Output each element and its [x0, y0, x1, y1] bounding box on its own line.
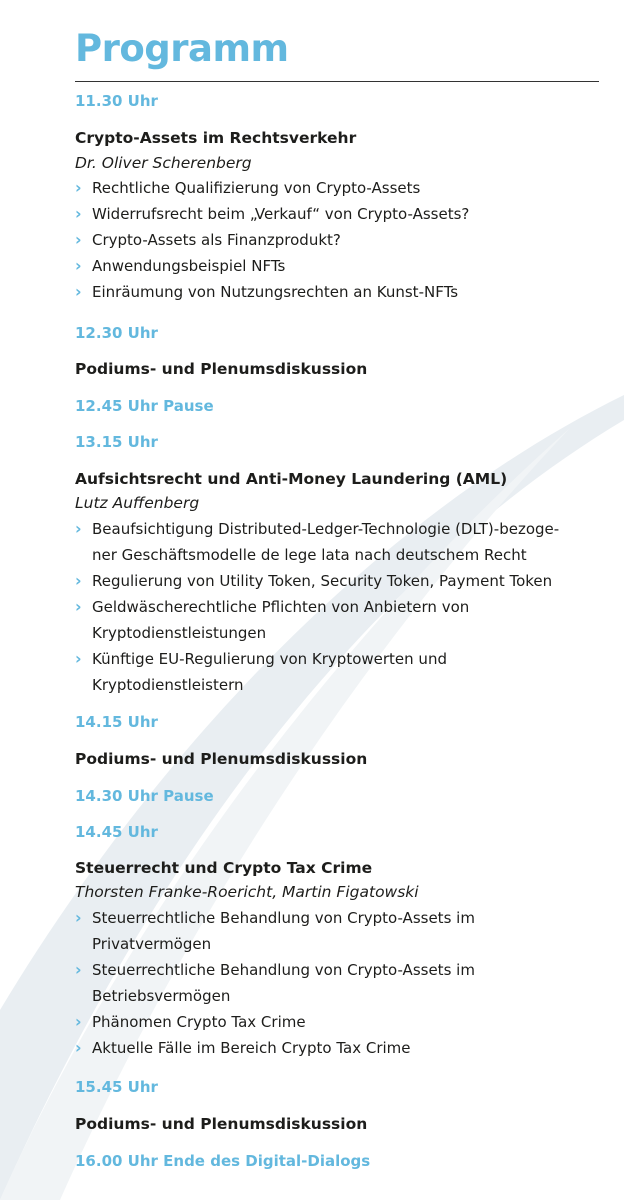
topic-text-continued: Privatvermögen — [92, 935, 212, 953]
topic-item — [75, 905, 475, 957]
chevron-right-icon: › — [75, 908, 82, 927]
topic-text-continued: ner Geschäftsmodelle de lege lata nach deutschem Recht — [92, 546, 527, 564]
session-time: 15.45 Uhr — [75, 1078, 158, 1096]
chevron-right-icon: › — [75, 649, 82, 668]
session-title: Podiums- und Plenumsdiskussion — [75, 360, 368, 378]
topic-item — [75, 646, 559, 698]
topic-list — [75, 905, 475, 1061]
session-time: 14.15 Uhr — [75, 713, 158, 731]
topic-text: Steuerrechtliche Behandlung von Crypto-Assets im — [92, 961, 475, 979]
topic-text: Aktuelle Fälle im Bereich Crypto Tax Crime — [92, 1039, 411, 1057]
topic-text: Steuerrechtliche Behandlung von Crypto-Assets im — [92, 909, 475, 927]
pause-time: 12.45 Uhr Pause — [75, 397, 214, 415]
session-title: Podiums- und Plenumsdiskussion — [75, 750, 368, 768]
page-title: Programm — [75, 27, 289, 70]
chevron-right-icon: › — [75, 256, 82, 275]
topic-item — [75, 279, 469, 305]
session-speaker: Thorsten Franke-Roericht, Martin Figatowski — [75, 883, 419, 901]
topic-text-continued: Betriebsvermögen — [92, 987, 231, 1005]
topic-item — [75, 568, 559, 594]
topic-list — [75, 516, 559, 698]
chevron-right-icon: › — [75, 178, 82, 197]
session-title: Aufsichtsrecht und Anti-Money Laundering (AML) — [75, 470, 508, 488]
topic-text: Geldwäscherechtliche Pflichten von Anbietern von — [92, 598, 470, 616]
topic-text: Regulierung von Utility Token, Security Token, Payment Token — [92, 572, 553, 590]
topic-item — [75, 957, 475, 1009]
topic-item — [75, 175, 469, 201]
topic-text: Rechtliche Qualifizierung von Crypto-Assets — [92, 179, 421, 197]
session-title: Steuerrecht und Crypto Tax Crime — [75, 859, 373, 877]
topic-text-continued: Kryptodienstleistungen — [92, 624, 267, 642]
topic-item — [75, 201, 469, 227]
topic-list — [75, 175, 469, 305]
topic-item — [75, 1035, 475, 1061]
session-time: 14.45 Uhr — [75, 823, 158, 841]
chevron-right-icon: › — [75, 519, 82, 538]
pause-time: 14.30 Uhr Pause — [75, 787, 214, 805]
session-time: 13.15 Uhr — [75, 433, 158, 451]
topic-text: Künftige EU-Regulierung von Kryptowerten und — [92, 650, 447, 668]
chevron-right-icon: › — [75, 1012, 82, 1031]
topic-text: Anwendungsbeispiel NFTs — [92, 257, 286, 275]
chevron-right-icon: › — [75, 960, 82, 979]
session-speaker: Dr. Oliver Scherenberg — [75, 154, 252, 172]
end-time: 16.00 Uhr Ende des Digital-Dialogs — [75, 1152, 371, 1170]
topic-item — [75, 594, 559, 646]
topic-text: Beaufsichtigung Distributed-Ledger-Technologie (DLT)-bezoge- — [92, 520, 560, 538]
topic-item — [75, 253, 469, 279]
chevron-right-icon: › — [75, 230, 82, 249]
chevron-right-icon: › — [75, 282, 82, 301]
session-speaker: Lutz Auffenberg — [75, 494, 200, 512]
title-divider — [75, 81, 599, 82]
topic-text: Phänomen Crypto Tax Crime — [92, 1013, 306, 1031]
topic-item — [75, 227, 469, 253]
chevron-right-icon: › — [75, 1038, 82, 1057]
session-title: Podiums- und Plenumsdiskussion — [75, 1115, 368, 1133]
topic-text: Einräumung von Nutzungsrechten an Kunst-NFTs — [92, 283, 459, 301]
chevron-right-icon: › — [75, 204, 82, 223]
chevron-right-icon: › — [75, 571, 82, 590]
chevron-right-icon: › — [75, 597, 82, 616]
topic-text-continued: Kryptodienstleistern — [92, 676, 244, 694]
session-time: 12.30 Uhr — [75, 324, 158, 342]
topic-item — [75, 1009, 475, 1035]
topic-text: Crypto-Assets als Finanzprodukt? — [92, 231, 341, 249]
session-time: 11.30 Uhr — [75, 92, 158, 110]
session-title: Crypto-Assets im Rechtsverkehr — [75, 129, 357, 147]
topic-text: Widerrufsrecht beim „Verkauf“ von Crypto-Assets? — [92, 205, 470, 223]
topic-item — [75, 516, 559, 568]
